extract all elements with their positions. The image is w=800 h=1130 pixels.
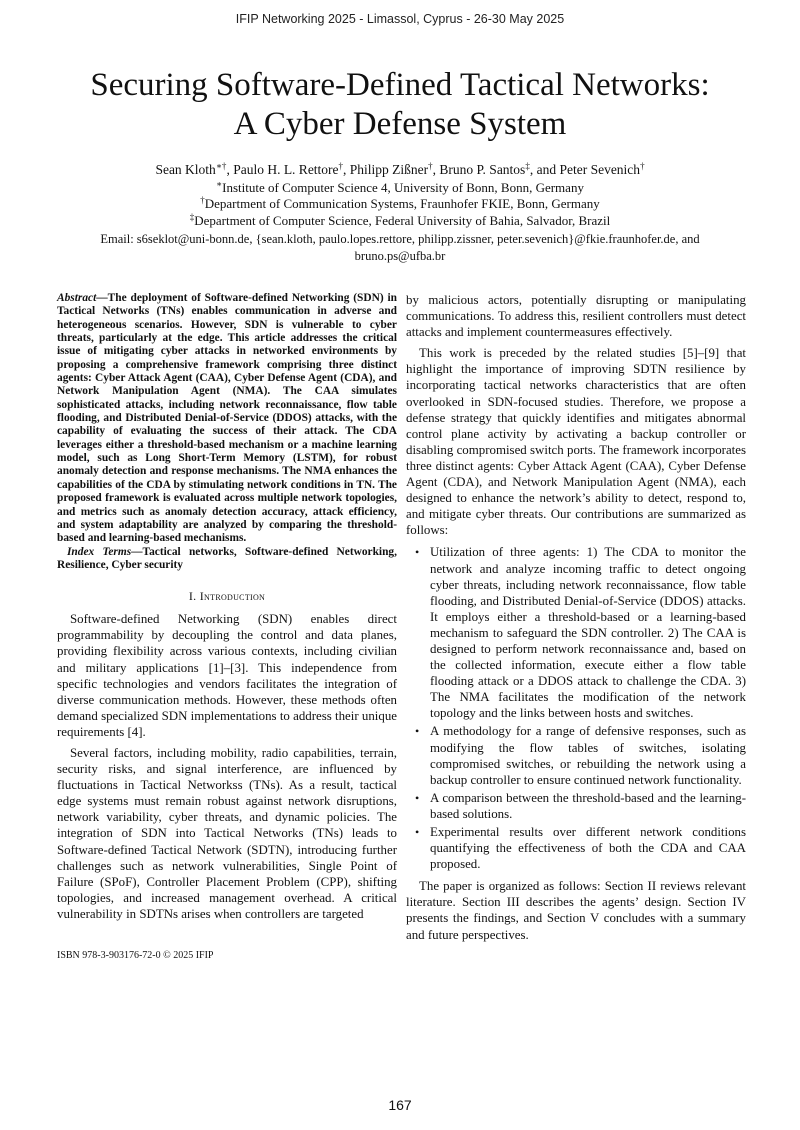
bullet-icon: • [415,825,420,839]
contributions-list [406,544,746,872]
author: Sean Kloth∗†, [155,161,234,177]
section-heading-introduction: I. Introduction [188,589,266,604]
page-number: 167 [388,1097,412,1113]
affiliation: †Department of Communication Systems, Fraunhofer FKIE, Bonn, Germany [200,195,600,211]
list-item: • A methodology for a range of defensive responses, such as modifying the flow tables of switches, isolating compromised switches, or rebuilding the network using a backup controller to ensure continued network functionality. [415,724,746,787]
abstract [57,292,397,546]
isbn-copyright: ISBN 978-3-903176-72-0 © 2025 IFIP [57,950,214,961]
title-line-1: Securing Software-Defined Tactical Networks: [90,67,710,103]
index-terms [57,546,397,573]
list-item: • A comparison between the threshold-based and the learning-based solutions. [415,790,746,821]
paragraph-continued: by malicious actors, potentially disrupting or manipulating communications. To address this, resilient controllers must detect attacks and implement countermeasures effectively. [406,293,746,340]
bullet-icon: • [415,724,420,739]
affiliation: ∗Institute of Computer Science 4, University of Bonn, Bonn, Germany [216,179,584,195]
author: Peter Sevenich† [559,161,645,177]
affiliation: ‡Department of Computer Science, Federal University of Bahia, Salvador, Brazil [189,212,611,228]
paper-title [40,66,760,144]
conference-header: IFIP Networking 2025 - Limassol, Cyprus - 26-30 May 2025 [235,12,565,26]
email-addresses: Email: s6seklot@uni-bonn.de, {sean.kloth, paulo.lopes.rettore, philipp.zissner, peter.sevenich}@fkie.fraunhofer.de, and bruno.ps@ufba.br [100,232,700,263]
author: Philipp Zißner†, [349,161,440,177]
paragraph: Software-defined Networking (SDN) enables direct programmability by decoupling the control and data planes, providing flexibility across various contexts, including civilian and military applications [1]–[3]. This independence from specific technologies and vendors facilitates the integration of diverse communication methods. However, these methods often demand specialized SDN implementations to address their unique requirements [4]. [57,612,397,739]
paragraph: This work is preceded by the related studies [5]–[9] that highlight the importance of improving SDTN resilience by incorporating tactical networks characteristics that are often overlooked in SDN-focused studies. Therefore, we propose a defense strategy that quickly identifies and mitigates abnormal control plane activity by activating a backup controller or disabling compromised switch ports. The framework incorporates three distinct agents: Cyber Attack Agent (CAA), Cyber Defense Agent (CDA), and Network Manipulation Agent (NMA), each designed to enhance the network’s ability to detect, respond to, and mitigate cyber threats. Our contributions are summarized as follows: [406,346,746,538]
author: Paulo H. L. Rettore†, [233,161,350,177]
abstract-label: Abstract [57,292,97,304]
title-line-2: A Cyber Defense System [233,106,567,142]
paragraph: Several factors, including mobility, radio capabilities, terrain, security risks, and signal interference, are influenced by fluctuations in Tactical Networkss (TNs). As a result, tactical edge systems must remain robust against network disruptions, network variability, cyber threats, and dynamic policies. The integration of SDN into Tactical Networks (TNs) leads to Software-defined Tactical Network (SDTN), introducing further challenges such as network vulnerabilities, Single Point of Failure (SPoF), Controller Placement Problem (CPP), shifting topologies, and increased management overhead. A critical vulnerability in SDTNs arises when controllers are targeted [57,745,397,921]
right-column [406,292,746,943]
abstract-text: —The deployment of Software-defined Networking (SDN) in Tactical Networks (TNs) enables communication in adverse and heterogeneous scenarios. However, SDN is vulnerable to cyber threats, particularly at the edge. This article addresses the critical issue of mitigating cyber attacks in networked environments by proposing a comprehensive framework comprising three distinct agents: Cyber Attack Agent (CAA), Cyber Defense Agent (CDA), and Network Manipulation Agent (NMA). The CAA simulates sophisticated attacks, including network reconnaissance, flow table flooding, and Distributed Denial-of-Service (DDOS) attacks, with the capability of evaluating the success of their attack. The CDA leverages either a threshold-based mechanism or a machine learning model, such as Long Short-Term Memory (LSTM), for robust anomaly detection and response mechanisms. The NMA enhances the capabilities of the CDA by stimulating network conditions in TN. The proposed framework is evaluated across multiple network topologies, and metrics such as anomaly detection accuracy, attack efficiency, and system adaptability are analyzed by comparing the threshold-based and learning-based mechanisms. [57,292,397,545]
list-item: • Experimental results over different network conditions quantifying the effectiveness of both the CDA and CAA proposed. [415,825,746,872]
list-item: • Utilization of three agents: 1) The CDA to monitor the network and analyze incoming traffic to detect ongoing cyber threats, including network reconnaissance, flow table flooding, and Distributed Denial-of-Service (DDOS) attacks. It employs either a threshold-based or a learning-based mechanism to safeguard the SDN controller. 2) The CAA is designed to perform network reconnaissance and, based on the collected information, execute either a flow table flooding attack or a DDOS attack to challenge the CDA. 3) The NMA facilitates the modification of the network topology and the links between hosts and switches. [415,545,746,721]
bullet-icon: • [415,545,420,560]
paragraph: The paper is organized as follows: Section II reviews relevant literature. Section III describes the agents’ design. Section IV presents the findings, and Section V concludes with a summary and future perspectives. [406,879,746,942]
author-list [40,162,760,178]
bullet-icon: • [415,790,420,805]
index-terms-label: Index Terms [67,545,132,558]
index-terms-text: —Tactical networks, Software-defined Networking, Resilience, Cyber security [57,545,397,571]
author: Bruno P. Santos‡, and [439,161,560,177]
left-column [57,292,397,922]
